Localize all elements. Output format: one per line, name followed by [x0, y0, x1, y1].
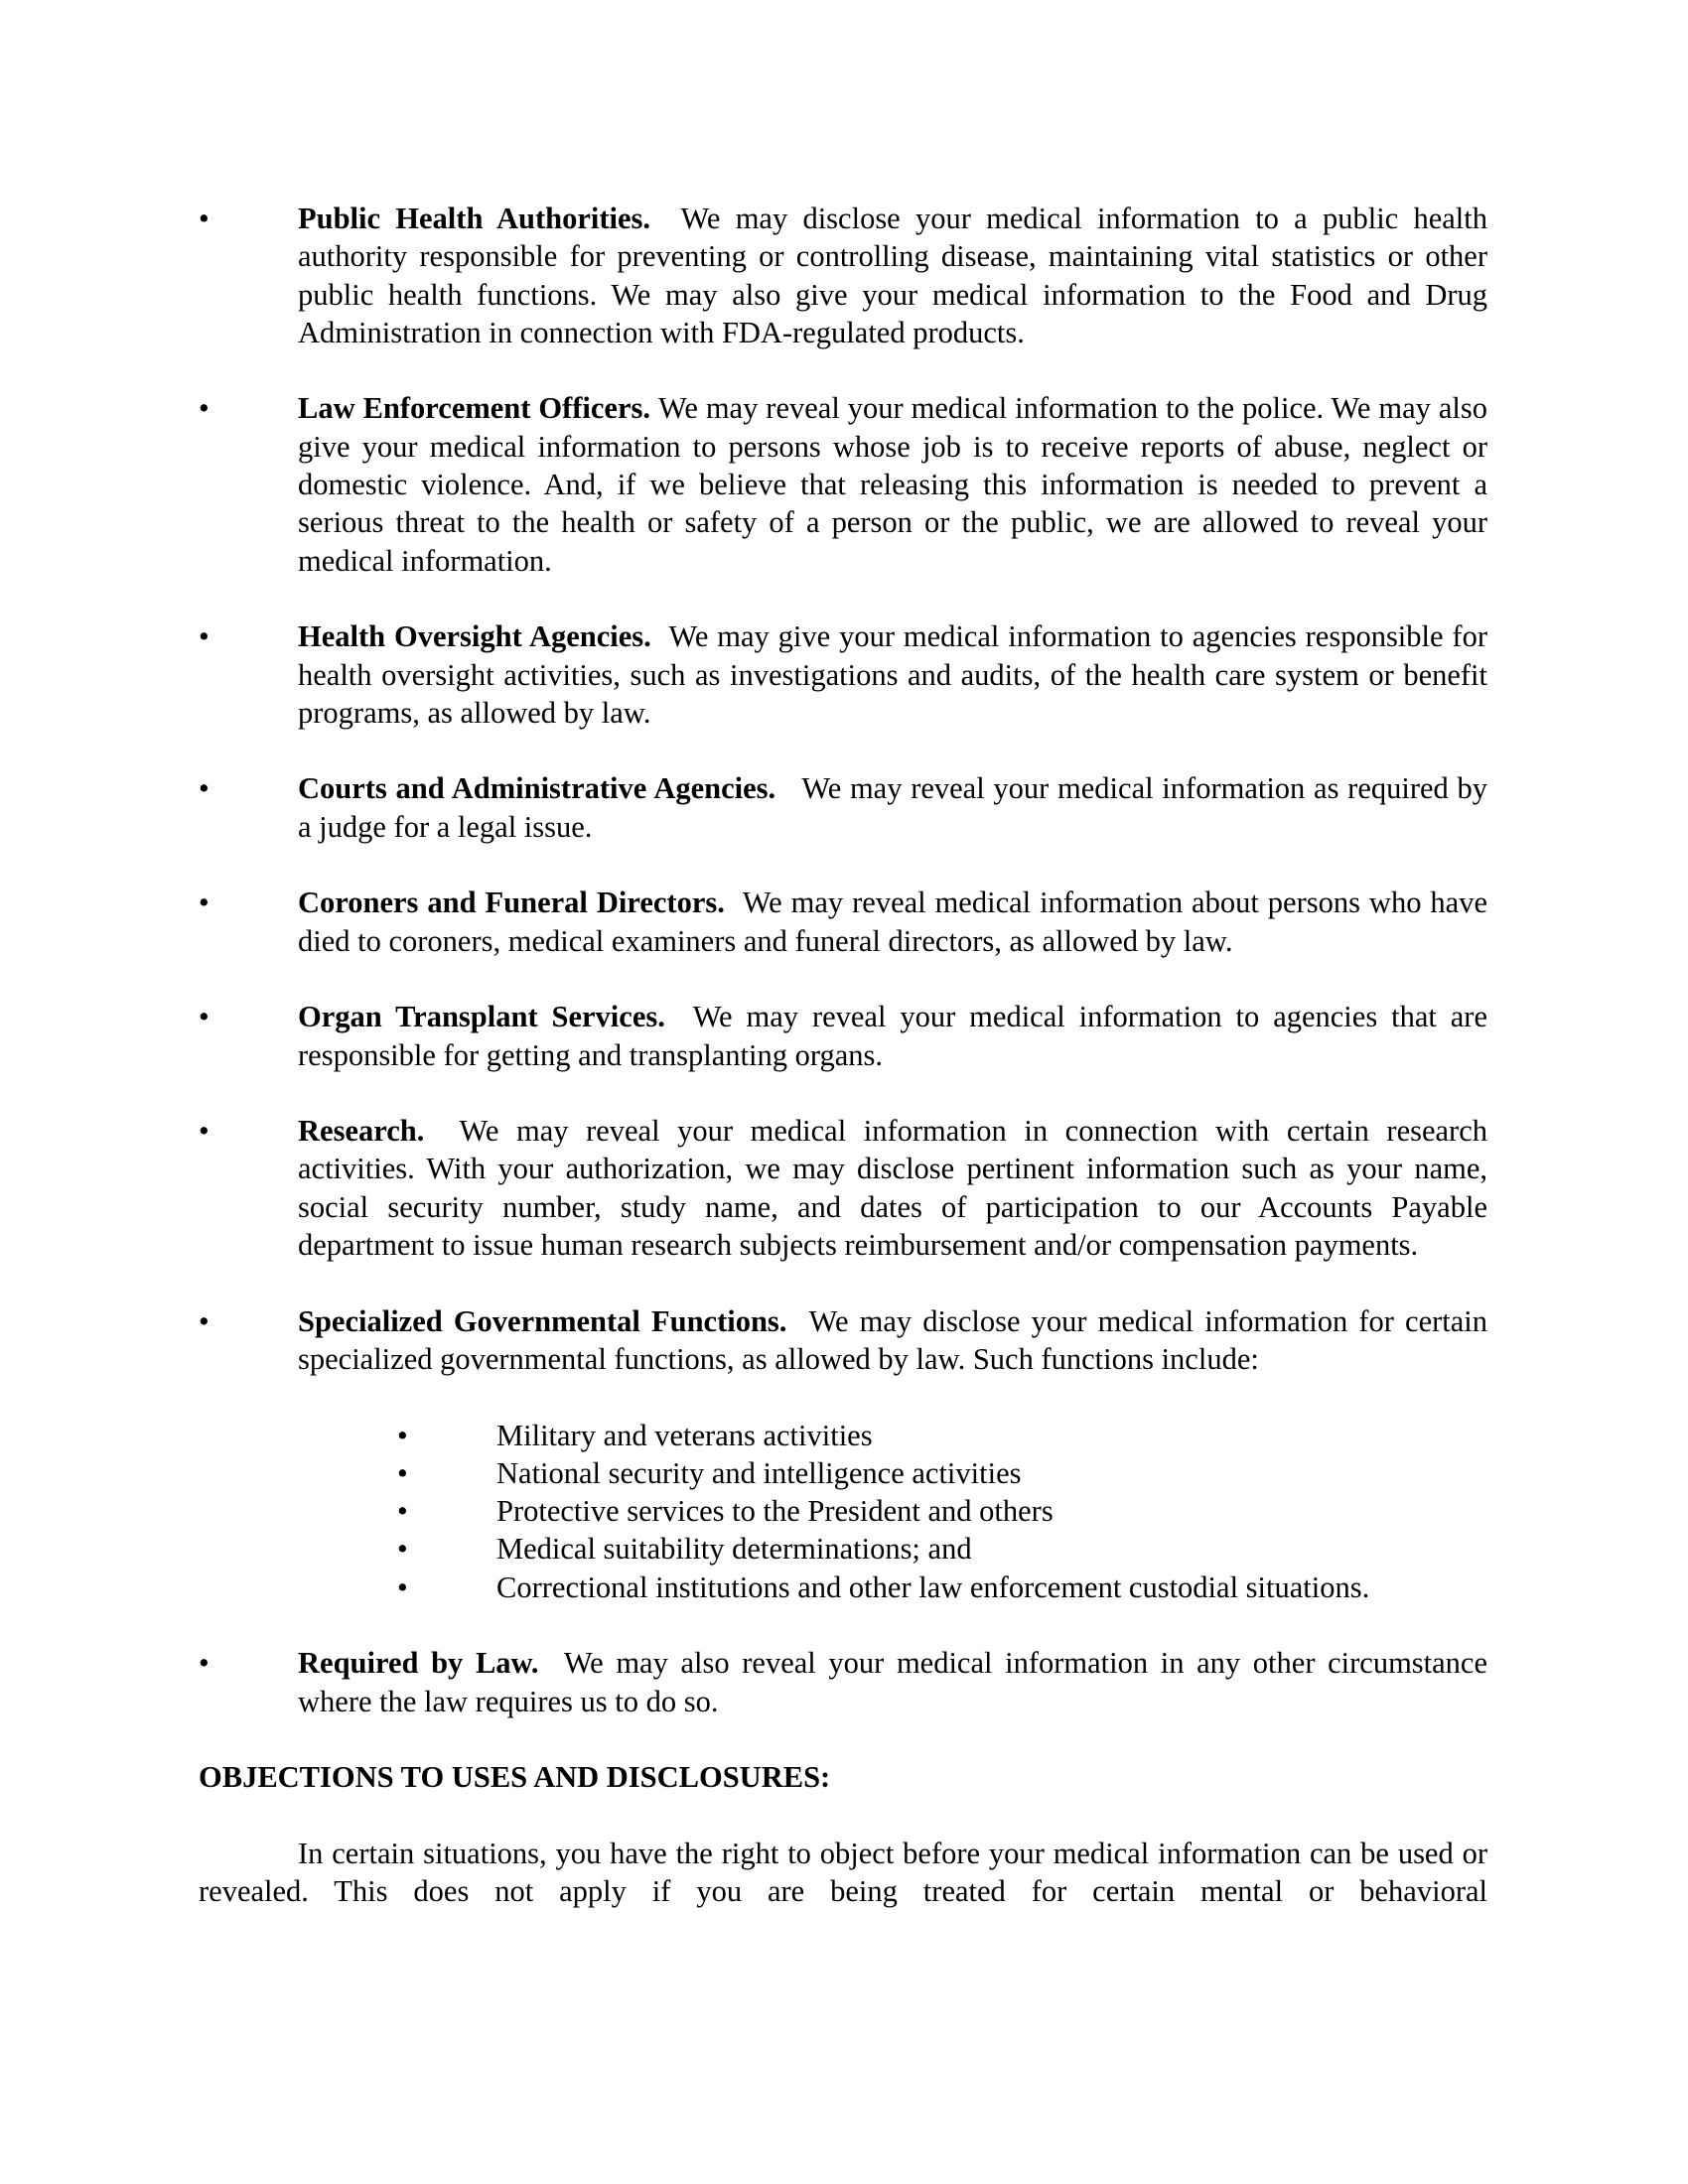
- sub-list-item: [199, 1417, 1487, 1454]
- list-item-specialized-governmental: [199, 1302, 1487, 1606]
- list-item-text: [298, 200, 1487, 351]
- list-item-text: [298, 1302, 1487, 1379]
- list-item-law-enforcement: [199, 389, 1487, 579]
- bullet-icon: •: [199, 1646, 210, 1681]
- bullet-icon: •: [199, 202, 210, 235]
- bullet-icon: •: [397, 1455, 408, 1490]
- list-item-text: [298, 1644, 1487, 1720]
- list-item-body: We may reveal medical information about persons who have died to coroners, medical examiners and funeral directors, as allowed by law.: [298, 886, 1487, 958]
- bullet-icon: •: [397, 1418, 408, 1452]
- bullet-icon: •: [199, 771, 210, 806]
- list-item-term: Law Enforcement Officers.: [298, 391, 651, 426]
- list-item-term: Coroners and Funeral Directors.: [298, 886, 725, 920]
- bullet-icon: •: [199, 1114, 210, 1149]
- sub-list-item-text: Military and veterans activities: [496, 1418, 873, 1452]
- list-item-body: We may reveal your medical information to agencies that are responsible for getting and transplanting organs.: [298, 1000, 1487, 1072]
- list-item-body: We may reveal your medical information in connection with certain research activities. With your authorization, we may disclose pertinent information such as your name, social security number, study name, and dates of participation to our Accounts Payable department to issue human research subjects reimbursement and/or compensation payments.: [298, 1114, 1487, 1263]
- list-item-term: Specialized Governmental Functions.: [298, 1303, 787, 1338]
- sub-list-item-text: National security and intelligence activities: [496, 1455, 1022, 1490]
- bullet-icon: •: [199, 619, 210, 654]
- list-item-required-by-law: [199, 1644, 1487, 1720]
- bullet-icon: •: [199, 886, 210, 920]
- list-item-text: [298, 769, 1487, 846]
- list-item-term: Required by Law.: [298, 1646, 539, 1681]
- list-item-term: Research.: [298, 1114, 425, 1149]
- sub-list-item: [199, 1454, 1487, 1492]
- list-item-body: We may reveal your medical information to the police. We may also give your medical information to persons whose job is to receive reports of abuse, neglect or domestic violence. And, if we believe that releasing this information is needed to prevent a serious threat to the health or safety of a person or the public, we are allowed to reveal your medical information.: [298, 391, 1488, 578]
- list-item-text: [298, 998, 1487, 1074]
- section-heading: OBJECTIONS TO USES AND DISCLOSURES:: [199, 1760, 831, 1795]
- sub-list-item-text: Medical suitability determinations; and: [496, 1532, 972, 1567]
- list-item-public-health: [199, 200, 1487, 351]
- list-item-text: [298, 617, 1487, 732]
- list-item-body: We may disclose your medical information for certain specialized governmental functions, as allowed by law. Such functions include:: [298, 1303, 1487, 1376]
- list-item-courts: [199, 769, 1487, 846]
- bullet-icon: •: [199, 391, 210, 426]
- list-item-text: [298, 884, 1487, 960]
- list-item-health-oversight: [199, 617, 1487, 732]
- sub-list: [199, 1417, 1487, 1606]
- sub-list-item: [199, 1569, 1487, 1606]
- list-item-body: We may also reveal your medical information in any other circumstance where the law requires us to do so.: [298, 1646, 1487, 1718]
- sub-list-item-text: Protective services to the President and others: [496, 1494, 1054, 1529]
- bullet-icon: •: [397, 1532, 408, 1567]
- bullet-icon: •: [397, 1570, 408, 1604]
- list-item-text: [298, 1112, 1487, 1264]
- list-item-term: Health Oversight Agencies.: [298, 619, 651, 654]
- list-item-term: Public Health Authorities.: [298, 202, 651, 235]
- list-item-text: [298, 389, 1487, 579]
- bullet-icon: •: [199, 1303, 210, 1338]
- list-item-body: We may give your medical information to agencies responsible for health oversight activities, such as investigations and audits, of the health care system or benefit programs, as allowed by law.: [298, 619, 1487, 730]
- list-item-body: We may disclose your medical information to a public health authority responsible for preventing or controlling disease, maintaining vital statistics or other public health functions. We may also give your medical information to the Food and Drug Administration in connection with FDA-regulated products.: [298, 202, 1487, 349]
- list-item-body: We may reveal your medical information as required by a judge for a legal issue.: [298, 771, 1488, 844]
- list-item-coroners: [199, 884, 1487, 960]
- page-content: [199, 200, 1487, 1910]
- list-item-term: Courts and Administrative Agencies.: [298, 771, 776, 806]
- list-item-organ-transplant: [199, 998, 1487, 1074]
- bullet-icon: •: [199, 1000, 210, 1034]
- list-item-term: Organ Transplant Services.: [298, 1000, 665, 1034]
- bullet-icon: •: [397, 1494, 408, 1529]
- section-paragraph: In certain situations, you have the right to object before your medical information can be used or revealed. This does not apply if you are being treated for certain mental or behavioral: [199, 1836, 1487, 1909]
- sub-list-item: [199, 1530, 1487, 1568]
- list-item-research: [199, 1112, 1487, 1264]
- sub-list-item-text: Correctional institutions and other law enforcement custodial situations.: [496, 1570, 1370, 1604]
- sub-list-item: [199, 1492, 1487, 1530]
